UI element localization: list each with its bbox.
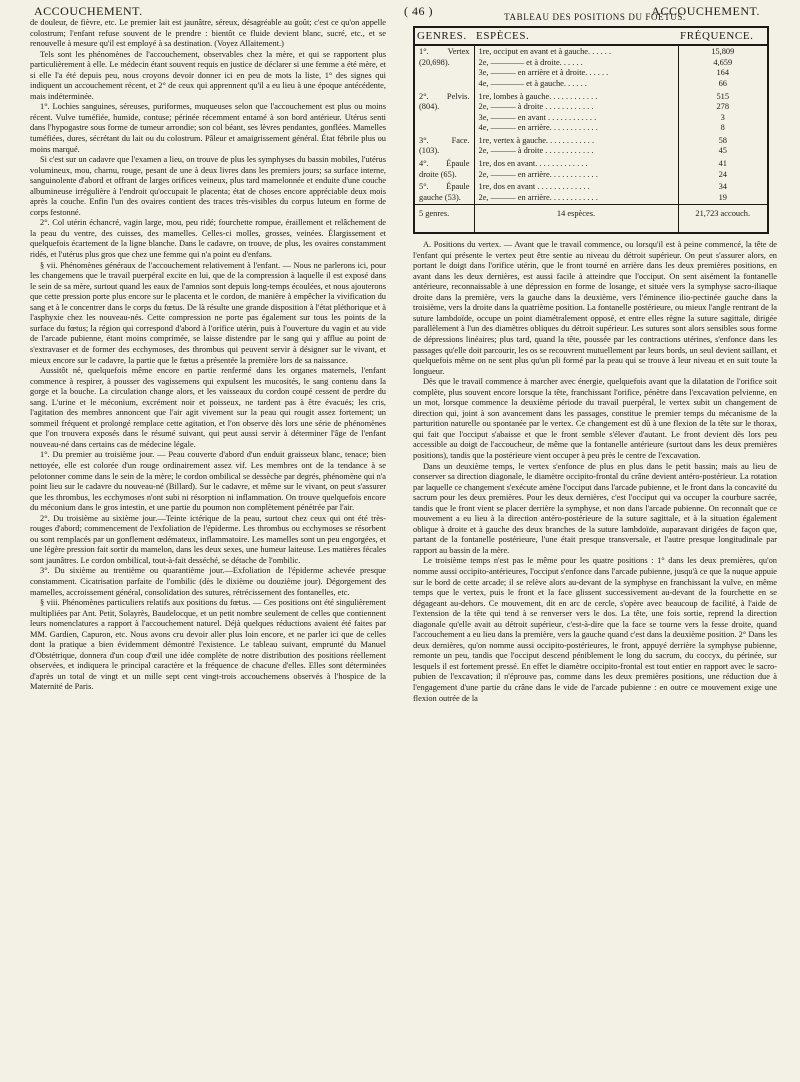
paragraph: Dans un deuxième temps, le vertex s'enfonce de plus en plus dans le petit bassin; mais au lieu de conserver sa direction diagonale, le diamètre occipito-frontal du crâne devient antéro-postérieur. La rotation par laquelle ce changement s'exécute amène l'occiput dans l'arcade pubienne, et le front dans la concavité du sacrum pour les deux premières. Pour les deux dernières, c'est l'occiput qui va occuper la courbure sacrée, tandis que le front vient se placer derrière la symphyse, et non dans l'arcade pubienne. On reconnaît que ce mouvement a eu lieu à la direction antéro-postérieure de la suture sagittale, et à la situation également oblique à droite et à gauche des deux branches de la suture lambdoïde, auparavant dirigées de façon que, partant de la fontanelle postérieure, l'une était presque transversale, et l'autre presque longitudinale par rapport au bassin de la mère. xyxy=(413,461,777,555)
frequence-cell xyxy=(678,158,768,181)
espece: 2e, ——— en arrière. . . . . . . . . . . . xyxy=(478,192,598,202)
frequence-cell xyxy=(678,45,768,90)
espece: 2e, ——— à droite . . . . . . . . . . . . xyxy=(478,102,594,112)
paragraph: 1°. Lochies sanguines, séreuses, puriformes, muqueuses selon que l'accouchement est plus ou moins récent. Vulve tuméfiée, humide, contuse; périnée récemment entamé à son bord antérieur. Utérus senti dans l'hypogastre sous forme de tumeur arrondie; son col béant, ses lèvres pendantes, gonflées. Mamelles tuméfiées, dures, sécrétant du lait ou du colostrum. Pâleur et amaigrissement général. État fébrile plus ou moins marqué. xyxy=(30,102,386,154)
frequence: 66 xyxy=(718,78,727,88)
right-column xyxy=(413,12,777,704)
espece: 2e, ——— en arrière. . . . . . . . . . . . xyxy=(478,169,598,179)
paragraph: Dès que le travail commence à marcher avec énergie, quelquefois avant que la dilatation de l'orifice soit complète, plus souvent encore lorsque la tête, franchissant l'orifice, pénètre dans l'excavation pelvienne, en un mot, lorsque commence la deuxième période du travail puerpéral, le vertex subit un changement de direction qui, joint à son avancement dans les passages, constitue le premier temps du mécanisme de la parturition naturelle ou spontanée par le vertex. Ce changement est dû à une flexion de la tête sur le thorax, qui fait que l'occiput s'abaisse et que le front semble s'élever d'autant. Le front devient dès lors peu accessible au doigt de l'accoucheur, de même que la fontanelle antérieure (surtout dans les deux premières positions), tandis que la postérieure vient occuper à peu près le centre de l'excavation. xyxy=(413,377,777,460)
table-row xyxy=(414,158,768,181)
table-row xyxy=(414,135,768,158)
espece: 4e, ———— et à gauche. . . . . . xyxy=(478,78,587,88)
frequence: 164 xyxy=(716,68,730,78)
especes-cell xyxy=(474,45,678,90)
espece: 4e, ——— en arrière. . . . . . . . . . . . xyxy=(478,123,598,133)
frequence: 515 xyxy=(716,91,730,101)
table-header-genres: GENRES. xyxy=(414,27,474,46)
paragraph: 2°. Col utérin échancré, vagin large, mou, peu ridé; fourchette rompue, éraillement et relâchement de la peau du ventre, des cuisses, des mamelles. Celles-ci molles, grosses, veinées. Élargissement et quelquefois écartement de la ligne blanche. Dans le cadavre, on trouve, de plus, les ovaires constamment ridés, et l'utérus plus gros que chez une femme qui n'a point eu d'enfans. xyxy=(30,218,386,260)
paragraph: § viii. Phénomènes particuliers relatifs aux positions du fœtus. — Ces positions ont été singulièrement multipliées par Ant. Petit, Solayrès, Baudelocque, et un petit nombre seulement de celles que contiennent leurs nomenclatures a rapport à l'accouchement naturel. Déjà quelques réductions avaient été faites par MM. Gardien, Capuron, etc. Nous avons cru devoir aller plus loin encore, et ne parler ici que de celles dont la pratique a bien évidemment démontré l'existence. Le tableau suivant, emprunté du Manuel d'Obstétrique, donnera d'un coup d'œil une idée complète de notre distribution des positions réellement observées, et indiquera le principal caractère et la fréquence de chacune d'elles. Elles sont déterminées d'après un total de vingt et un mille sept cent vingt-trois accouchemens observés à l'hospice de la Maternité de Paris. xyxy=(30,598,386,692)
frequence-cell xyxy=(678,181,768,205)
table-row xyxy=(414,181,768,205)
paragraph: 2°. Du troisième au sixième jour.—Teinte ictérique de la peau, surtout chez ceux qui ont été très-rouges d'abord; commencement de l'exfoliation de l'épiderme. Les thrombus ou ecchymoses se résorbent ou sont remplacés par un gonflement œdémateux, inflammatoire. Les mamelles sont un peu engorgées, et une légère pression fait sortir du mamelon, dans les deux sexes, une humeur laiteuse. Les matières fécales sont jaunâtres. Le cordon ombilical, tout-à-fait desséché, se détache de l'ombilic. xyxy=(30,513,386,565)
frequence: 41 xyxy=(718,159,727,169)
frequence: 8 xyxy=(720,123,725,133)
frequence-cell xyxy=(678,135,768,158)
frequence: 4,659 xyxy=(713,57,733,67)
genre-cell: 4°. Épaule droite (65). xyxy=(414,158,474,181)
frequence: 58 xyxy=(718,135,727,145)
paragraph: Le troisième temps n'est pas le même pour les quatre positions : 1° dans les deux premières, qu'on nomme aussi occipito-antérieures, l'occiput s'enfonce dans l'arcade pubienne, jusqu'à ce que la nuque appuie sur le bord de cette arcade; il se relève alors au-devant de la symphyse en franchissant la vulve, en même temps que le vertex, puis le front et la face glissent successivement au-devant de la fourchette en se dégageant au-dehors. Ce mouvement, dit en arc de cercle, s'opère avec beaucoup de facilité, à l'aide de l'extension de la tête qui tend à se renverser vers le dos. La tête, une fois sortie, reprend la direction diagonale qu'elle avait au détroit supérieur, c'est-à-dire que la face se tourne vers la fesse droite, quand l'accouchement a eu lieu dans la première, vers la gauche quand c'est dans la deuxième position. 2° Dans les deux dernières, qu'on nomme aussi occipito-postérieures, le front, appuyé derrière la symphyse pubienne, remonte un peu, tandis que l'occiput descend péniblement le long du sacrum, du coccyx, du périnée, sur lesquels il est fortement pressé. En effet le diamètre occipito-frontal est tout entier en rapport avec le sacro-pubien de l'excavation; il n'éprouve pas, comme dans les deux premières positions, une réduction due à l'engagement d'une partie du crâne dans le vide de l'arcade pubienne : en outre ce mouvement exige une flexion outrée de la xyxy=(413,556,777,703)
frequence: 278 xyxy=(716,102,730,112)
table-row xyxy=(414,91,768,135)
paragraph: 1°. Du premier au troisième jour. — Peau couverte d'abord d'un enduit graisseux blanc, tenace; bien nettoyée, elle est colorée d'un rouge ordinairement assez vif. Les membres ont de la tendance à se pelotonner comme dans le sein de la mère; le cordon ombilical se dessèche par degrés, phénomène qui n'a point lieu sur le cadavre du nouveau-né (Billard). Sur le cadavre, et même sur le vivant, on peut s'assurer que les thrombus, les ecchymoses n'ont subi ni résorption ni inflammation. On trouve quelquefois encore du méconium dans le gros intestin, et une partie du poumon non complètement pénétrée par l'air. xyxy=(30,450,386,513)
table-title: TABLEAU DES POSITIONS DU FOETUS. xyxy=(504,12,686,22)
genre-cell: 1°. Vertex (20,698). xyxy=(414,45,474,90)
espece: 1re, lombes à gauche. . . . . . . . . . . . xyxy=(478,91,598,101)
paragraph: Tels sont les phénomènes de l'accouchement, observables chez la mère, et qui se rapportent plus particulièrement à elle. Le médecin étant souvent requis en justice de déclarer si une femme a été mère, et si elle l'a été depuis peu, nous croyons devoir donner ici en peu de mots la liste, 1° des signes qui indiquent un accouchement récent, et 2° de ceux qui apprennent qu'il a eu lieu à une époque antécédente, mais indéterminée. xyxy=(30,49,386,101)
running-head-right: ACCOUCHEMENT. xyxy=(651,4,760,18)
frequence: 34 xyxy=(718,182,727,192)
table-header-especes: ESPÈCES. xyxy=(474,27,678,46)
table-total-row xyxy=(414,205,768,233)
running-head-left: ACCOUCHEMENT. xyxy=(34,4,143,18)
paragraph: A. Positions du vertex. — Avant que le travail commence, ou lorsqu'il est à peine commencé, la tête de l'enfant qui présente le vertex peut être sentie au niveau du détroit supérieur. On peut s'assurer alors, en portant le doigt dans l'orifice utérin, que le front tourné en arrière dans les deux premières positions, en avant dans les deux dernières, est aussi facile à atteindre que l'occiput. On sent aisément la fontanelle antérieure, reconnaissable à une dépression en forme de losange, et située vers la symphyse sacro-iliaque droite dans la première, vers la gauche dans la deuxième, vers l'éminence ilio-pectinée gauche dans la troisième, vers la droite dans la quatrième position. La fontanelle postérieure, ou mieux l'angle rentrant de la suture lambdoïde, occupe un point diamétralement opposé, et entre elles règne la suture sagittale, dirigée parallèlement à l'un des diamètres obliques du détroit supérieur. Les sutures sont alors sensibles sous forme de dépressions linéaires; plus tard, quand la tête, poussée par les contractions utérines, s'enfonce dans les passages qu'elle doit parcourir, les os se recouvrent mutuellement par leurs bords, un seul devient saillant, et quelquefois même on ne sent plus qu'un pli formé par la peau qui se trouve à leur niveau et en suit toute la longueur. xyxy=(413,240,777,376)
espece: 1re, occiput en avant et à gauche. . . . . . xyxy=(478,47,612,57)
paragraph: Si c'est sur un cadavre que l'examen a lieu, on trouve de plus les symphyses du bassin mobiles, l'utérus volumineux, mou, charnu, rouge, pesant de une à deux livres dans les premiers jours; sa surface interne, sanguinolente d'abord et offrant de larges orifices veineux, plus tard mamelonnée et enduite d'une couche albumineuse irrégulière à l'endroit qu'occupait le placenta; état de choses encore appréciable deux mois après la couche. Enfin l'un des ovaires contient des traces très-visibles du corpus luteum en forme de corps festonné. xyxy=(30,155,386,217)
paragraph: § vii. Phénomènes généraux de l'accouchement relativement à l'enfant. — Nous ne parlerons ici, pour les changemens que le travail puerpéral excite en lui, que de la compression à laquelle il est exposé dans le sein de sa mère, surtout quand les eaux de l'amnios sont depuis long-temps écoulées, et nous ajouterons que cette pression porte plus encore sur le placenta et le cordon, de manière à empêcher la vivification du sang et à le concentrer dans le corps du fœtus. De là résulte une grande disposition à l'état pléthorique et à l'asphyxie chez les nouveau-nés. Cette compression ne porte pas également sur tous les points de la surface du fœtus; la région qui correspond d'abord à l'orifice utérin, puis à l'ouverture du vagin et au vide de l'arcade pubienne, étant moins comprimée, se laisse distendre par le sang qui y afflue au point de s'extravaser et de former des ecchymoses, des thrombus qui peuvent servir à désigner sur le vivant, et mieux encore sur le cadavre, la partie que le fœtus a présentée la première lors de sa naissance. xyxy=(30,260,386,365)
genre-cell: 3°. Face. (103). xyxy=(414,135,474,158)
genre-cell: 2°. Pelvis. (804). xyxy=(414,91,474,135)
frequence: 3 xyxy=(720,112,725,122)
espece: 3e, ——— en avant . . . . . . . . . . . . xyxy=(478,112,597,122)
espece: 3e, ——— en arrière et à droite. . . . . . xyxy=(478,68,609,78)
frequence: 19 xyxy=(718,192,727,202)
especes-cell xyxy=(474,91,678,135)
table-row xyxy=(414,45,768,90)
page-number: ( 46 ) xyxy=(404,4,433,18)
espece: 2e, ———— et à droite. . . . . . xyxy=(478,57,583,67)
frequence: 45 xyxy=(718,146,727,156)
frequence: 15,809 xyxy=(711,47,735,57)
total-genres: 5 genres. xyxy=(414,205,474,233)
especes-cell xyxy=(474,158,678,181)
genre-cell: 5°. Épaule gauche (53). xyxy=(414,181,474,205)
espece: 1re, dos en avant . . . . . . . . . . . . . xyxy=(478,182,590,192)
paragraph: Aussitôt né, quelquefois même encore en partie renfermé dans les organes maternels, l'enfant commence à respirer, à pousser des vagissemens qui expulsent les mucosités, le sang contenu dans la gorge et la bouche. La circulation change alors, et les vaisseaux du cordon coupé cessent de perdre du sang. L'urine et le méconium, excrément noir et poisseux, ne tardent pas à être évacués; les cris, l'agitation des membres annoncent que l'air agit vivement sur la peau qui rougit assez fortement; un sommeil fréquent et prolongé remplace cette agitation, et l'on observe dès lors une série de phénomènes que l'on trouvera exposés dans le résumé suivant, qui peut aussi servir à déterminer l'âge de l'enfant nouveau-né dans certains cas de médecine légale. xyxy=(30,366,386,449)
paragraph: de douleur, de fièvre, etc. Le premier lait est jaunâtre, séreux, désagréable au goût; c'est ce qu'on appelle colostrum; l'enfant refuse souvent de le prendre : bientôt ce fluide devient blanc, sucré, etc., et se renouvelle à mesure qu'il est employé à sa destination. (Voyez Allaitement.) xyxy=(30,18,386,49)
frequence: 24 xyxy=(718,169,727,179)
especes-cell xyxy=(474,181,678,205)
positions-table xyxy=(413,26,769,235)
left-column xyxy=(30,18,386,693)
espece: 1re, vertex à gauche. . . . . . . . . . . . xyxy=(478,135,595,145)
table-header-frequence: FRÉQUENCE. xyxy=(678,27,768,46)
espece: 1re, dos en avant. . . . . . . . . . . . . xyxy=(478,159,588,169)
especes-cell xyxy=(474,135,678,158)
espece: 2e, ——— à droite . . . . . . . . . . . . xyxy=(478,146,594,156)
paragraph: 3°. Du sixième au trentième ou quarantième jour.—Exfoliation de l'épiderme achevée presque constamment. Cicatrisation parfaite de l'ombilic (dès le dixième ou douzième jour). Dégorgement des mamelles, accroissement général, consolidation des sutures, rétrécissement des fontanelles, etc. xyxy=(30,566,386,597)
total-especes: 14 espèces. xyxy=(474,205,678,233)
total-frequence: 21,723 accouch. xyxy=(678,205,768,233)
frequence-cell xyxy=(678,91,768,135)
